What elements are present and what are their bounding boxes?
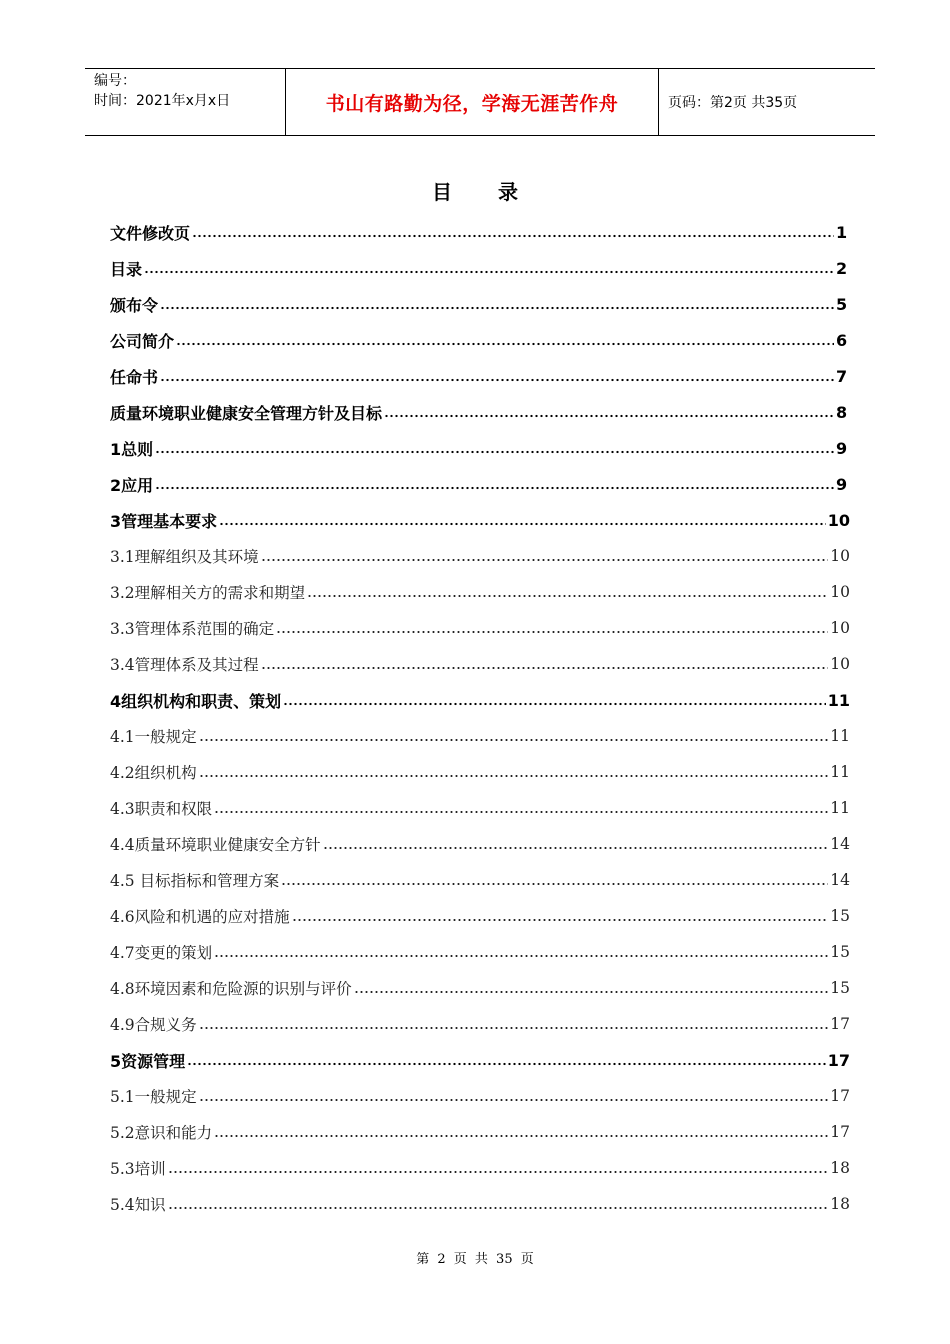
toc-entry-page: 10 bbox=[830, 547, 850, 565]
toc-entry-title: 任命书 bbox=[110, 367, 159, 387]
toc-entry-title: 1总则 bbox=[110, 439, 154, 459]
toc-entry-page: 18 bbox=[830, 1195, 850, 1213]
toc-entry[interactable] bbox=[110, 682, 850, 718]
toc-leader-dots bbox=[187, 1062, 826, 1066]
toc-entry-title: 文件修改页 bbox=[110, 223, 191, 243]
toc-entry[interactable] bbox=[110, 718, 850, 754]
toc-leader-dots bbox=[160, 378, 834, 382]
toc-entry[interactable] bbox=[110, 358, 850, 394]
toc-entry-title: 4.4质量环境职业健康安全方针 bbox=[110, 836, 321, 854]
toc-leader-dots bbox=[219, 522, 826, 526]
page-header bbox=[85, 68, 875, 136]
toc-entry-title: 3.2理解相关方的需求和期望 bbox=[110, 584, 306, 602]
toc-leader-dots bbox=[261, 666, 829, 670]
toc-leader-dots bbox=[384, 414, 834, 418]
header-meta bbox=[85, 69, 285, 135]
toc-leader-dots bbox=[214, 810, 828, 814]
toc-entry-page: 17 bbox=[830, 1015, 850, 1033]
toc-entry-page: 17 bbox=[830, 1123, 850, 1141]
toc-leader-dots bbox=[292, 918, 829, 922]
toc-entry-title: 5资源管理 bbox=[110, 1051, 186, 1071]
toc-leader-dots bbox=[261, 558, 829, 562]
toc-entry-page: 15 bbox=[830, 979, 850, 997]
header-slogan: 书山有路勤为径，学海无涯苦作舟 bbox=[285, 69, 659, 135]
toc-entry-page: 11 bbox=[827, 690, 850, 710]
toc-entry-title: 4组织机构和职责、策划 bbox=[110, 691, 282, 711]
toc-entry[interactable] bbox=[110, 862, 850, 898]
page-footer: 第 2 页 共 35 页 bbox=[416, 1252, 534, 1267]
toc-leader-dots bbox=[176, 342, 834, 346]
toc-entry[interactable] bbox=[110, 970, 850, 1006]
toc-leader-dots bbox=[307, 594, 828, 598]
toc-entry[interactable] bbox=[110, 466, 850, 502]
toc-leader-dots bbox=[192, 234, 834, 238]
toc-leader-dots bbox=[276, 630, 828, 634]
toc-entry-page: 17 bbox=[827, 1050, 850, 1070]
toc-leader-dots bbox=[168, 1206, 829, 1210]
toc-leader-dots bbox=[199, 738, 829, 742]
toc-entry[interactable] bbox=[110, 322, 850, 358]
toc-entry-title: 4.5 目标指标和管理方案 bbox=[110, 872, 280, 890]
toc-leader-dots bbox=[281, 882, 828, 886]
toc-entry-title: 5.3培训 bbox=[110, 1160, 166, 1178]
toc-entry-page: 10 bbox=[830, 583, 850, 601]
toc-entry-page: 15 bbox=[830, 907, 850, 925]
toc-entry-page: 11 bbox=[830, 799, 850, 817]
toc-leader-dots bbox=[155, 450, 834, 454]
toc-entry[interactable] bbox=[110, 934, 850, 970]
toc-leader-dots bbox=[323, 846, 829, 850]
toc-entry[interactable] bbox=[110, 610, 850, 646]
toc-entry[interactable] bbox=[110, 1186, 850, 1222]
toc-entry-title: 2应用 bbox=[110, 475, 154, 495]
toc-entry[interactable] bbox=[110, 250, 850, 286]
toc-entry-page: 9 bbox=[836, 474, 848, 494]
toc-entry-title: 4.1一般规定 bbox=[110, 728, 197, 746]
toc-entry-title: 4.2组织机构 bbox=[110, 764, 197, 782]
toc-entry-title: 质量环境职业健康安全管理方针及目标 bbox=[110, 403, 383, 423]
toc-entry-page: 10 bbox=[830, 619, 850, 637]
toc-entry-title: 3.1理解组织及其环境 bbox=[110, 548, 259, 566]
toc-entry[interactable] bbox=[110, 1150, 850, 1186]
toc-entry-title: 目录 bbox=[110, 259, 143, 279]
document-time-label: 时间：2021年x月x日 bbox=[94, 93, 231, 109]
toc-entry[interactable] bbox=[110, 790, 850, 826]
toc-leader-dots bbox=[283, 702, 826, 706]
table-of-contents bbox=[110, 214, 850, 1222]
toc-entry-title: 公司简介 bbox=[110, 331, 175, 351]
toc-entry[interactable] bbox=[110, 826, 850, 862]
toc-leader-dots bbox=[155, 486, 834, 490]
toc-entry-page: 7 bbox=[836, 366, 848, 386]
toc-entry[interactable] bbox=[110, 754, 850, 790]
toc-leader-dots bbox=[199, 1098, 829, 1102]
toc-entry[interactable] bbox=[110, 574, 850, 610]
toc-entry-page: 6 bbox=[836, 330, 848, 350]
toc-entry-page: 18 bbox=[830, 1159, 850, 1177]
toc-leader-dots bbox=[168, 1170, 829, 1174]
header-page-label: 页码：第2页 共35页 bbox=[668, 95, 798, 111]
toc-entry[interactable] bbox=[110, 286, 850, 322]
toc-leader-dots bbox=[144, 270, 834, 274]
toc-entry-title: 5.1一般规定 bbox=[110, 1088, 197, 1106]
toc-leader-dots bbox=[199, 1026, 829, 1030]
toc-entry-title: 3管理基本要求 bbox=[110, 511, 218, 531]
toc-entry[interactable] bbox=[110, 1042, 850, 1078]
toc-leader-dots bbox=[214, 1134, 828, 1138]
page-title: 目录 bbox=[432, 180, 564, 204]
toc-entry-page: 14 bbox=[830, 835, 850, 853]
toc-entry[interactable] bbox=[110, 502, 850, 538]
toc-entry-page: 11 bbox=[830, 763, 850, 781]
toc-entry-title: 4.9合规义务 bbox=[110, 1016, 197, 1034]
toc-entry-page: 17 bbox=[830, 1087, 850, 1105]
toc-entry-title: 4.3职责和权限 bbox=[110, 800, 213, 818]
toc-leader-dots bbox=[199, 774, 829, 778]
toc-leader-dots bbox=[214, 954, 828, 958]
toc-entry[interactable] bbox=[110, 1006, 850, 1042]
toc-entry-page: 15 bbox=[830, 943, 850, 961]
toc-entry-title: 颁布令 bbox=[110, 295, 159, 315]
toc-entry-page: 9 bbox=[836, 438, 848, 458]
toc-entry[interactable] bbox=[110, 898, 850, 934]
toc-leader-dots bbox=[160, 306, 834, 310]
toc-entry-page: 1 bbox=[836, 222, 848, 242]
toc-entry[interactable] bbox=[110, 1078, 850, 1114]
toc-entry-page: 10 bbox=[827, 510, 850, 530]
toc-entry-page: 14 bbox=[830, 871, 850, 889]
toc-entry-page: 8 bbox=[836, 402, 848, 422]
toc-entry-title: 3.3管理体系范围的确定 bbox=[110, 620, 275, 638]
toc-entry-title: 3.4管理体系及其过程 bbox=[110, 656, 259, 674]
toc-entry-page: 11 bbox=[830, 727, 850, 745]
toc-entry[interactable] bbox=[110, 1114, 850, 1150]
toc-entry[interactable] bbox=[110, 646, 850, 682]
toc-entry[interactable] bbox=[110, 214, 850, 250]
toc-entry-title: 5.2意识和能力 bbox=[110, 1124, 213, 1142]
toc-entry-page: 2 bbox=[836, 258, 848, 278]
toc-entry-title: 5.4知识 bbox=[110, 1196, 166, 1214]
toc-entry-title: 4.7变更的策划 bbox=[110, 944, 213, 962]
toc-entry-title: 4.6风险和机遇的应对措施 bbox=[110, 908, 290, 926]
toc-entry-page: 5 bbox=[836, 294, 848, 314]
toc-leader-dots bbox=[354, 990, 829, 994]
document-number-label: 编号： bbox=[94, 73, 136, 89]
toc-entry-page: 10 bbox=[830, 655, 850, 673]
toc-entry[interactable] bbox=[110, 430, 850, 466]
toc-entry-title: 4.8环境因素和危险源的识别与评价 bbox=[110, 980, 352, 998]
toc-entry[interactable] bbox=[110, 394, 850, 430]
toc-entry[interactable] bbox=[110, 538, 850, 574]
